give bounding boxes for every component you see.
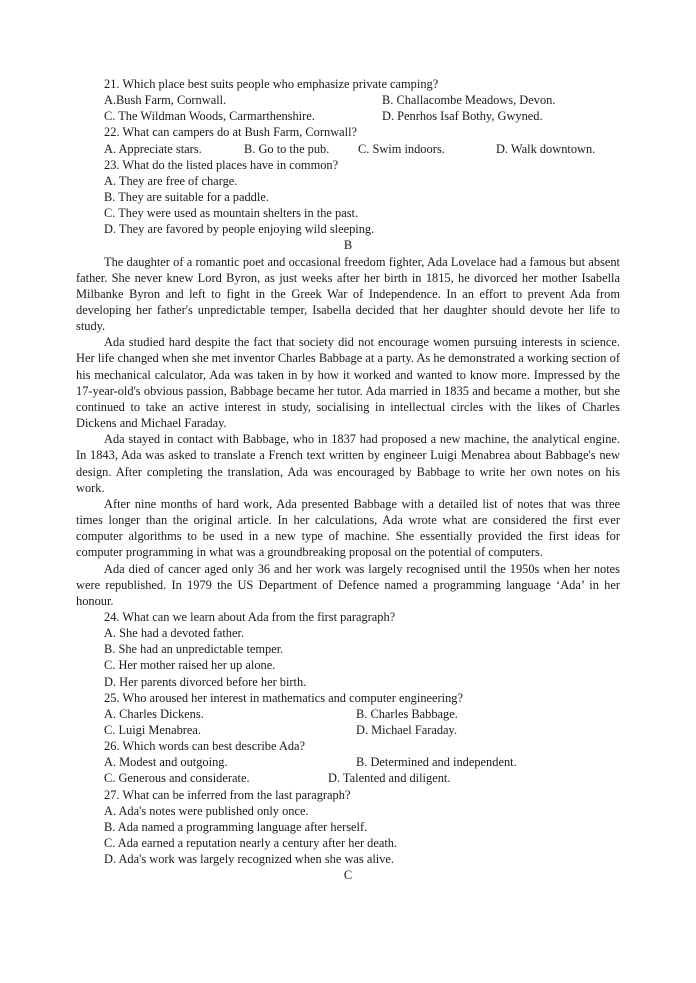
passage-b-paragraph-1: The daughter of a romantic poet and occasional freedom fighter, Ada Lovelace had a famous but absent father. She never knew Lord Byron, as just weeks after her birth in 1815, he divorced her mother Isabella Milbanke Byron and left to fight in the Greek War of Independence. In an effort to prevent Ada from developing her father's unpredictable temper, Isabella decided that her daughter should devote her life to study. — [76, 254, 620, 334]
question-22-option-a: A. Appreciate stars. — [104, 141, 202, 156]
section-b-heading: B — [343, 238, 353, 253]
question-24-option-c: C. Her mother raised her up alone. — [104, 658, 276, 673]
question-26-options-row-1 — [76, 754, 620, 770]
question-27-option-c: C. Ada earned a reputation nearly a century after her death. — [104, 835, 398, 850]
section-c-heading: C — [343, 868, 353, 883]
question-22-option-d: D. Walk downtown. — [496, 141, 596, 156]
passage-b-paragraph-5: Ada died of cancer aged only 36 and her work was largely recognised until the 1950s when her notes were republished. In 1979 the US Department of Defence named a programming language ‘Ada’ in her honour. — [76, 561, 620, 608]
question-26-option-b: B. Determined and independent. — [356, 755, 517, 770]
passage-b-paragraph-3: Ada stayed in contact with Babbage, who in 1837 had proposed a new machine, the analytical engine. In 1843, Ada was asked to translate a French text written by engineer Luigi Menabrea about Babbage's new design. After completing the translation, Ada was encouraged by Babbage to write her own notes on his work. — [76, 432, 620, 495]
question-22-option-c: C. Swim indoors. — [358, 141, 445, 156]
question-26-option-a: A. Modest and outgoing. — [104, 755, 228, 770]
question-22-option-b: B. Go to the pub. — [244, 141, 330, 156]
passage-b-paragraph-4: After nine months of hard work, Ada presented Babbage with a detailed list of notes that was three times longer than the original article. In her calculations, Ada wrote what are considered the first ever computer algorithms to be used in a new type of machine. She essentially provided the first ideas for computer programming in what was a groundbreaking proposal on the potential of computers. — [76, 496, 620, 560]
question-25-option-c: C. Luigi Menabrea. — [104, 722, 202, 737]
question-21-options-row-2 — [76, 108, 620, 124]
question-25-options-row-2 — [76, 722, 620, 738]
question-26-stem: 26. Which words can best describe Ada? — [104, 739, 306, 754]
question-27-stem: 27. What can be inferred from the last paragraph? — [104, 787, 351, 802]
question-26-options-row-2 — [76, 770, 620, 786]
question-25-option-a: A. Charles Dickens. — [104, 706, 204, 721]
question-27-option-b: B. Ada named a programming language after herself. — [104, 819, 368, 834]
question-26-option-c: C. Generous and considerate. — [104, 771, 250, 786]
question-21-option-b: B. Challacombe Meadows, Devon. — [382, 93, 556, 108]
question-24-option-d: D. Her parents divorced before her birth. — [104, 674, 307, 689]
question-25-option-b: B. Charles Babbage. — [356, 706, 458, 721]
question-21-stem: 21. Which place best suits people who emphasize private camping? — [104, 77, 439, 91]
question-27-option-a: A. Ada's notes were published only once. — [104, 803, 309, 818]
question-23-option-b: B. They are suitable for a paddle. — [104, 189, 269, 204]
question-21-option-a: A.Bush Farm, Cornwall. — [104, 93, 227, 108]
passage-b-paragraph-2: Ada studied hard despite the fact that society did not encourage women pursuing interests in science. Her life changed when she met inventor Charles Babbage at a party. As he demonstrated a working section of his mechanical calculator, Ada was taken in by how it worked and wanted to know more. Impressed by the 17-year-old's obvious passion, Babbage became her tutor. Ada married in 1835 and became a mother, but she continued to take an active interest in study, socialising in intellectual circles with the likes of Charles Dickens and Michael Faraday. — [76, 335, 620, 431]
question-23-option-d: D. They are favored by people enjoying wild sleeping. — [104, 222, 375, 237]
question-25-option-d: D. Michael Faraday. — [356, 722, 458, 737]
question-24-option-b: B. She had an unpredictable temper. — [104, 642, 284, 657]
question-23-stem: 23. What do the listed places have in common? — [104, 157, 339, 172]
question-21-option-d: D. Penrhos Isaf Bothy, Gwyned. — [382, 109, 543, 124]
question-22-options-row — [76, 141, 620, 157]
question-27-option-d: D. Ada's work was largely recognized when she was alive. — [104, 852, 394, 867]
question-25-options-row-1 — [76, 706, 620, 722]
question-25-stem: 25. Who aroused her interest in mathematics and computer engineering? — [104, 690, 463, 705]
question-24-stem: 24. What can we learn about Ada from the first paragraph? — [104, 609, 396, 624]
question-22-stem: 22. What can campers do at Bush Farm, Cornwall? — [104, 125, 358, 140]
question-21-option-c: C. The Wildman Woods, Carmarthenshire. — [104, 109, 315, 124]
question-23-option-a: A. They are free of charge. — [104, 173, 238, 188]
question-23-option-c: C. They were used as mountain shelters in the past. — [104, 206, 359, 221]
document-page — [76, 76, 620, 883]
question-24-option-a: A. She had a devoted father. — [104, 626, 245, 641]
question-26-option-d: D. Talented and diligent. — [328, 771, 451, 786]
question-21-options-row-1 — [76, 92, 620, 108]
